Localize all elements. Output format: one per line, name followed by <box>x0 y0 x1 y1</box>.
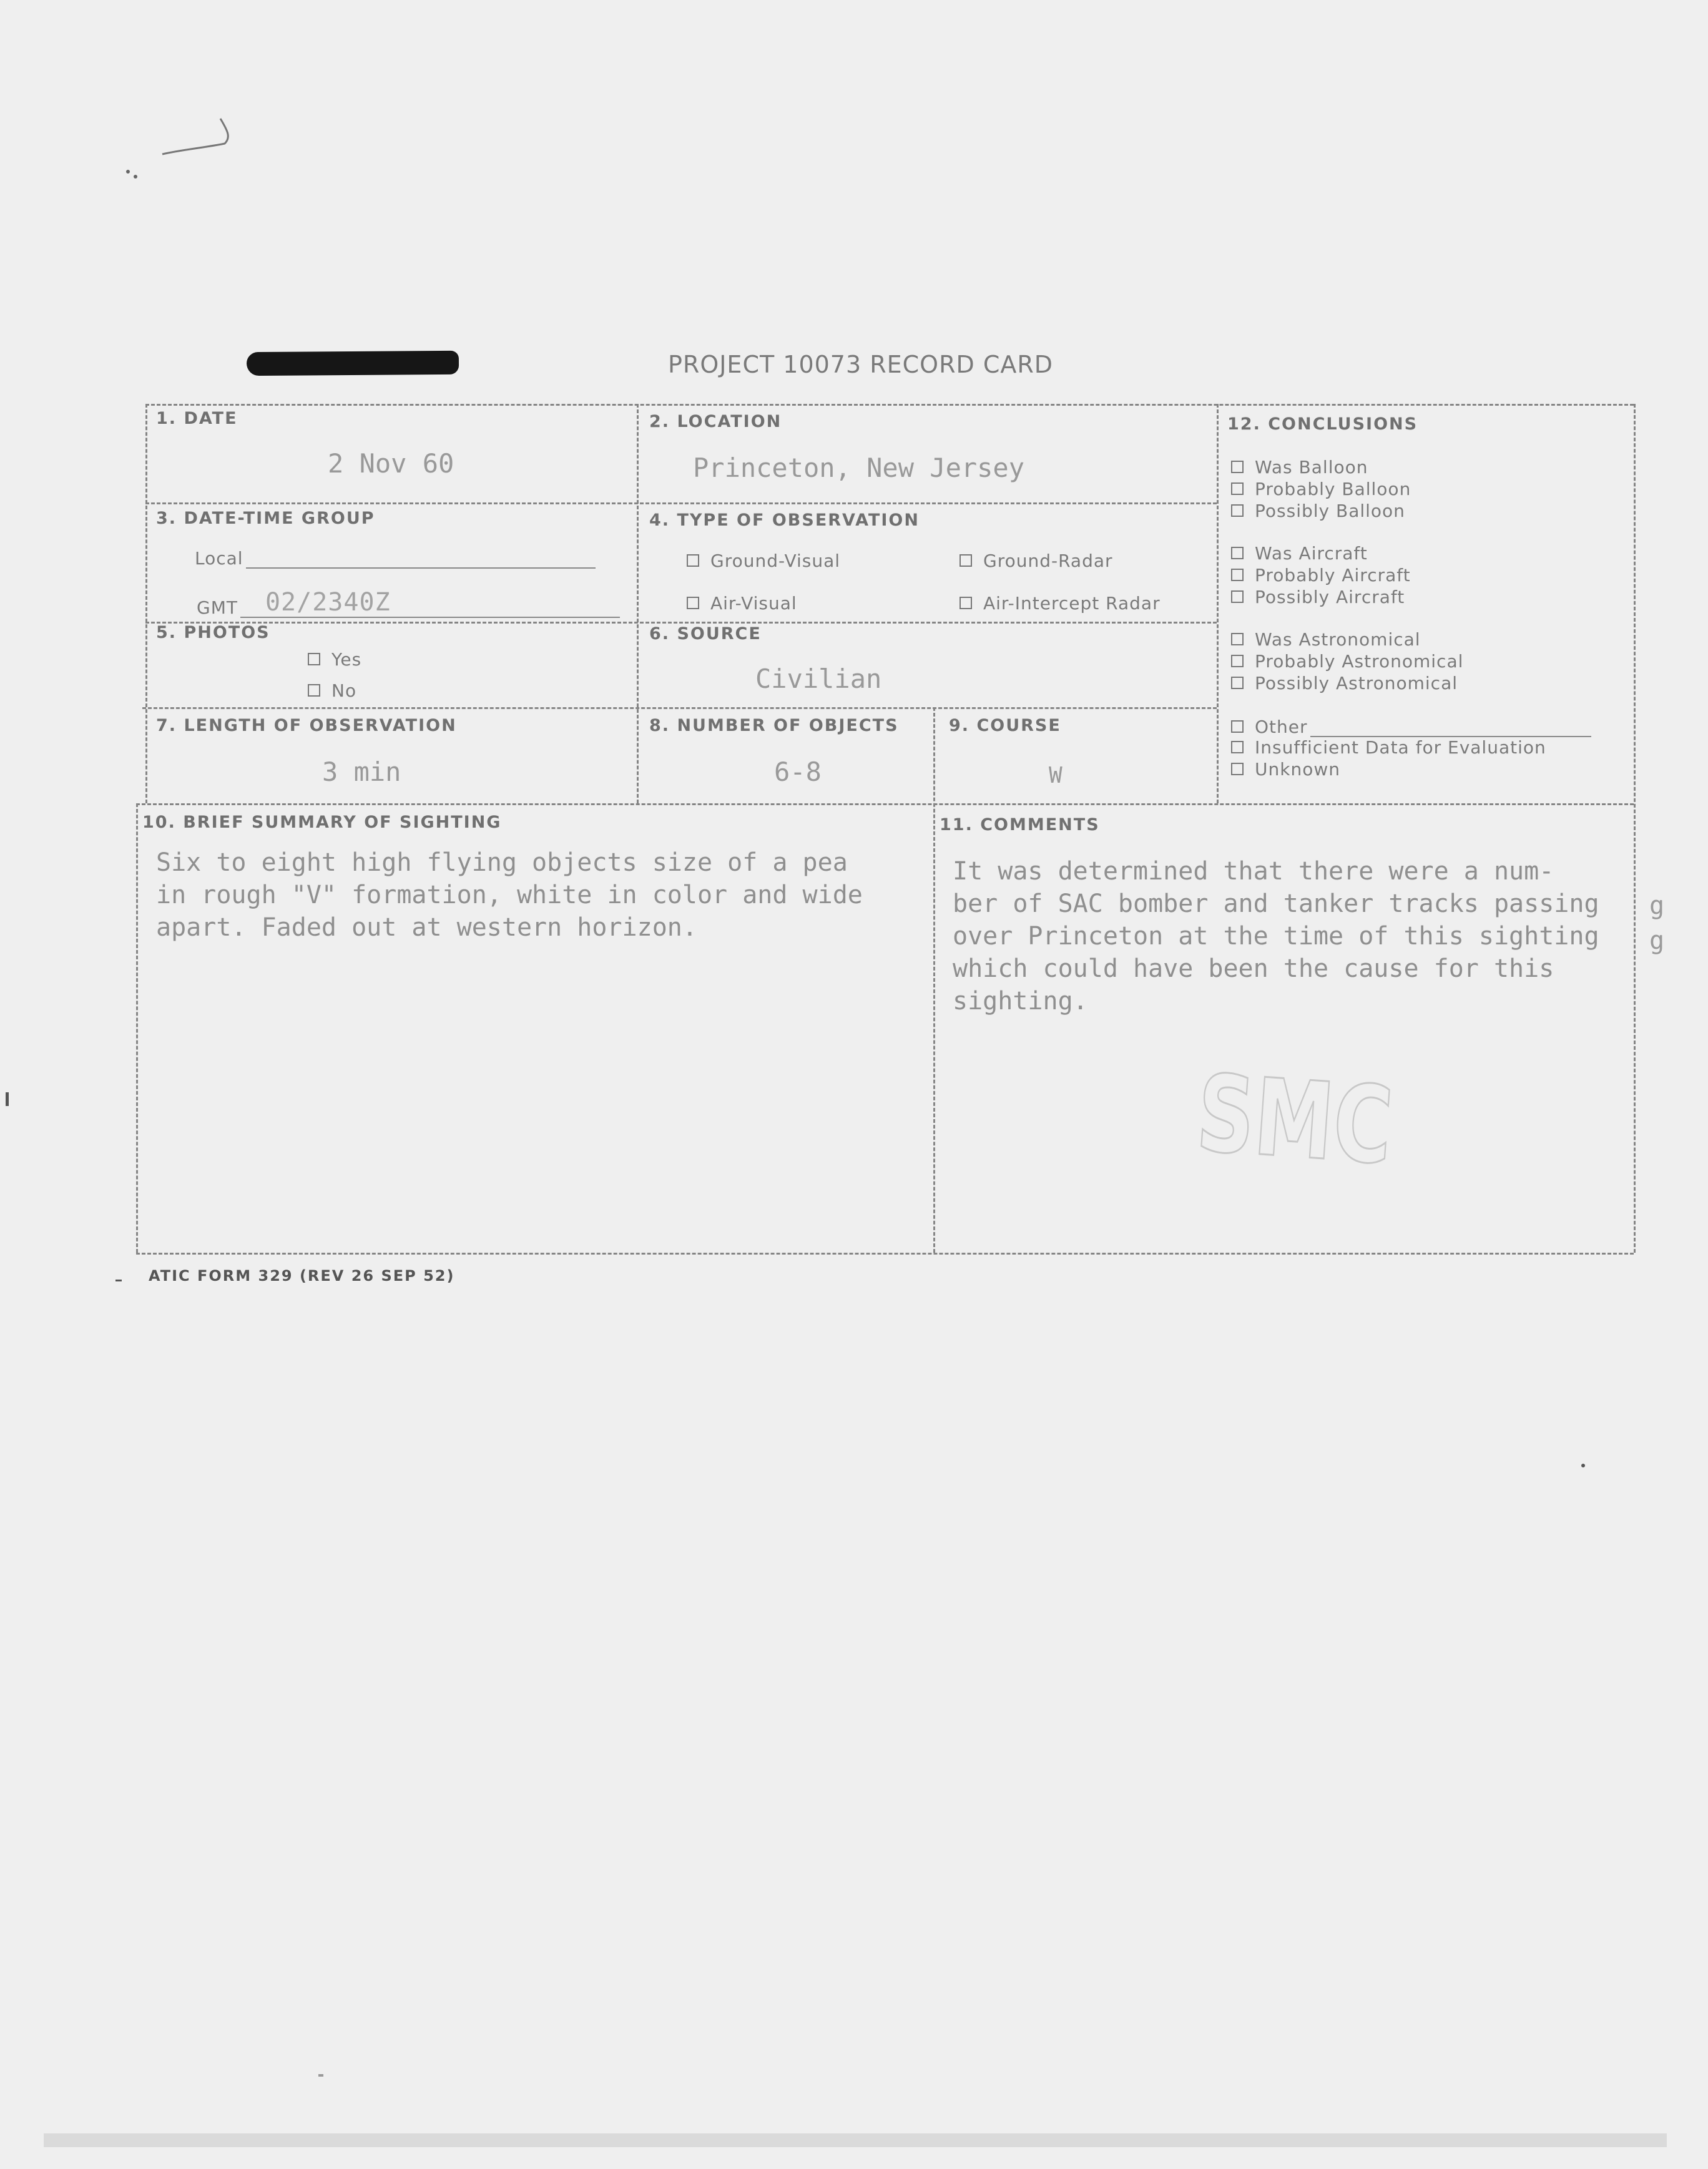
checkbox-icon <box>1231 482 1244 495</box>
date-time-group-label: 3. DATE-TIME GROUP <box>156 509 375 528</box>
checkbox-icon <box>960 554 972 567</box>
form-id: ATIC FORM 329 (REV 26 SEP 52) <box>149 1267 455 1285</box>
local-time-label: Local <box>195 548 243 569</box>
local-time-line <box>195 547 596 569</box>
conclusion-option: Probably Balloon <box>1231 479 1411 499</box>
observation-option: Air-Intercept Radar <box>960 593 1161 614</box>
conclusion-option: Was Aircraft <box>1231 543 1368 564</box>
checkbox-icon <box>687 597 699 609</box>
conclusion-option: Probably Astronomical <box>1231 651 1463 672</box>
scan-speck <box>318 2074 323 2077</box>
observation-option: Ground-Visual <box>687 551 840 571</box>
conclusion-option: Other <box>1231 715 1591 737</box>
date-label: 1. DATE <box>156 409 238 428</box>
scan-edge-band <box>44 2133 1667 2147</box>
page-edge-glyph: g <box>1649 891 1665 920</box>
conclusion-option: Possibly Balloon <box>1231 501 1405 521</box>
page-edge-glyph: g <box>1649 926 1665 955</box>
length-of-observation-value: 3 min <box>322 756 401 787</box>
local-time-field <box>246 547 596 569</box>
gmt-label: GMT <box>197 597 238 618</box>
gmt-line <box>197 588 620 618</box>
scan-squiggle <box>122 115 240 184</box>
course-value: W <box>1049 763 1063 788</box>
gmt-field <box>240 588 620 618</box>
type-of-observation-label: 4. TYPE OF OBSERVATION <box>649 511 920 530</box>
checkbox-icon <box>687 554 699 567</box>
checkbox-icon <box>1231 569 1244 581</box>
scan-speck <box>1581 1464 1585 1467</box>
photos-option-yes: Yes <box>308 649 361 670</box>
date-value: 2 Nov 60 <box>328 448 454 479</box>
other-field <box>1310 715 1591 737</box>
conclusion-option: Was Astronomical <box>1231 629 1421 650</box>
observation-option: Air-Visual <box>687 593 797 614</box>
conclusions-label: 12. CONCLUSIONS <box>1227 414 1418 434</box>
scan-speck <box>6 1092 9 1106</box>
checkbox-icon <box>1231 741 1244 753</box>
checkbox-icon <box>1231 720 1244 733</box>
smc-stamp: SMC <box>1193 1052 1396 1189</box>
observation-option: Ground-Radar <box>960 551 1113 571</box>
checkbox-icon <box>308 684 320 697</box>
checkbox-icon <box>1231 633 1244 645</box>
conclusion-option: Possibly Astronomical <box>1231 673 1458 693</box>
number-of-objects-value: 6-8 <box>774 756 822 787</box>
photos-label: 5. PHOTOS <box>156 623 270 642</box>
checkbox-icon <box>1231 547 1244 559</box>
card-title: PROJECT 10073 RECORD CARD <box>668 351 1054 378</box>
photos-option-no: No <box>308 680 356 701</box>
source-value: Civilian <box>755 663 882 694</box>
conclusion-option: Possibly Aircraft <box>1231 587 1405 607</box>
brief-summary-text: Six to eight high flying objects size of a pea in rough "V" formation, white in color and wide apart. Faded out at western horizon. <box>156 848 863 942</box>
checkbox-icon <box>1231 655 1244 667</box>
checkbox-icon <box>1231 763 1244 775</box>
checkbox-icon <box>308 653 320 665</box>
conclusion-option: Probably Aircraft <box>1231 565 1411 585</box>
course-label: 9. COURSE <box>949 716 1061 735</box>
checkbox-icon <box>1231 590 1244 603</box>
checkbox-icon <box>960 597 972 609</box>
conclusion-option: Unknown <box>1231 759 1340 780</box>
checkbox-icon <box>1231 461 1244 473</box>
scan-speck <box>115 1280 122 1281</box>
checkbox-icon <box>1231 677 1244 689</box>
conclusion-option: Insufficient Data for Evaluation <box>1231 737 1546 758</box>
location-label: 2. LOCATION <box>649 412 782 431</box>
number-of-objects-label: 8. NUMBER OF OBJECTS <box>649 716 899 735</box>
source-label: 6. SOURCE <box>649 624 762 644</box>
location-value: Princeton, New Jersey <box>693 453 1025 483</box>
conclusion-option: Was Balloon <box>1231 457 1368 477</box>
comments-label: 11. COMMENTS <box>940 815 1100 835</box>
comments-text: It was determined that there were a num- ber of SAC bomber and tanker tracks passing over Princeton at the time of this sighting which could have been the cause for this sighting. <box>953 857 1599 1016</box>
brief-summary-label: 10. BRIEF SUMMARY OF SIGHTING <box>142 813 502 832</box>
checkbox-icon <box>1231 504 1244 517</box>
length-of-observation-label: 7. LENGTH OF OBSERVATION <box>156 716 457 735</box>
redaction-bar <box>247 351 459 376</box>
gmt-value: 02/2340Z <box>265 588 391 617</box>
